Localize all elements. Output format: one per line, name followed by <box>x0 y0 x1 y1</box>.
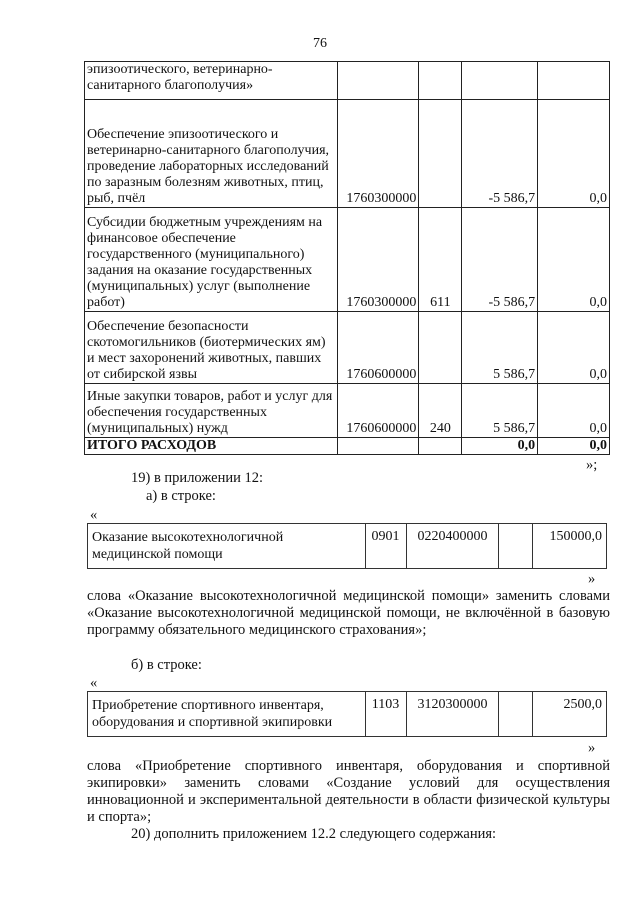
snippet-rz: 0901 <box>366 524 407 568</box>
row-change: -5 586,7 <box>462 100 538 208</box>
row-name: эпизоотического, ветеринарно-санитарного благополучия» <box>85 62 338 100</box>
table-total-row <box>85 438 610 455</box>
open-quote-b: « <box>90 675 98 691</box>
sub-item-a: а) в строке: <box>146 488 216 504</box>
row-name: Обеспечение безопасности скотомогильников (биотермических ям) и мест захоронений животных, павших от сибирской язвы <box>85 312 338 384</box>
sub-item-b: б) в строке: <box>131 657 202 673</box>
total-label: ИТОГО РАСХОДОВ <box>85 438 338 455</box>
row-code: 1760300000 <box>338 208 419 312</box>
row-total: 0,0 <box>538 312 610 384</box>
row-total: 0,0 <box>538 208 610 312</box>
row-name: Иные закупки товаров, работ и услуг для обеспечения государственных (муниципальных) нужд <box>85 384 338 438</box>
table-row <box>85 384 610 438</box>
snippet-vr <box>499 692 533 736</box>
row-total: 0,0 <box>538 384 610 438</box>
snippet-csr: 3120300000 <box>407 692 500 736</box>
row-code: 1760600000 <box>338 384 419 438</box>
row-code: 1760600000 <box>338 312 419 384</box>
snippet-rz: 1103 <box>366 692 407 736</box>
row-code <box>338 62 419 100</box>
table-row <box>85 100 610 208</box>
paragraph-a: слова «Оказание высокотехнологичной медицинской помощи» заменить словами «Оказание высокотехнологичной медицинской помощи, не включённой в базовую программу обязательного медицинского страхования»; <box>87 588 610 638</box>
close-quote-b: » <box>588 740 596 756</box>
row-code: 1760300000 <box>338 100 419 208</box>
total-total: 0,0 <box>538 438 610 455</box>
open-quote-a: « <box>90 507 98 523</box>
row-vr <box>419 312 462 384</box>
row-name: Субсидии бюджетным учреждениям на финансовое обеспечение государственного (муниципального) задания на оказание государственных (муниципальных) услуг (выполнение работ) <box>85 208 338 312</box>
snippet-amount: 150000,0 <box>549 529 602 544</box>
row-change: 5 586,7 <box>462 384 538 438</box>
snippet-row-b <box>87 691 607 737</box>
snippet-row-a <box>87 523 607 569</box>
row-total: 0,0 <box>538 100 610 208</box>
row-total <box>538 62 610 100</box>
row-change: 5 586,7 <box>462 312 538 384</box>
table-row <box>85 62 610 100</box>
section-19-heading: 19) в приложении 12: <box>131 470 264 486</box>
budget-table <box>84 61 610 455</box>
snippet-amount: 2500,0 <box>563 697 602 712</box>
row-vr <box>419 100 462 208</box>
page-number: 76 <box>313 36 327 51</box>
snippet-name: Оказание высокотехнологичной медицинской помощи <box>88 524 366 568</box>
row-change: -5 586,7 <box>462 208 538 312</box>
row-name: Обеспечение эпизоотического и ветеринарно-санитарного благополучия, проведение лабораторных исследований по заразным болезням животных, птиц, рыб, пчёл <box>85 100 338 208</box>
row-vr: 240 <box>419 384 462 438</box>
table-row <box>85 312 610 384</box>
paragraph-b: слова «Приобретение спортивного инвентаря, оборудования и спортивной экипировки» заменить словами «Создание условий для осуществления инновационной и экспериментальной деятельности в области физической культуры и спорта»; <box>87 758 610 825</box>
row-change <box>462 62 538 100</box>
row-vr: 611 <box>419 208 462 312</box>
total-change: 0,0 <box>462 438 538 455</box>
snippet-csr: 0220400000 <box>407 524 500 568</box>
table-row <box>85 208 610 312</box>
section-20-heading: 20) дополнить приложением 12.2 следующего содержания: <box>131 826 497 842</box>
snippet-vr <box>499 524 533 568</box>
snippet-name: Приобретение спортивного инвентаря, оборудования и спортивной экипировки <box>88 692 366 736</box>
closing-quote: »; <box>586 457 598 473</box>
close-quote-a: » <box>588 571 596 587</box>
row-vr <box>419 62 462 100</box>
